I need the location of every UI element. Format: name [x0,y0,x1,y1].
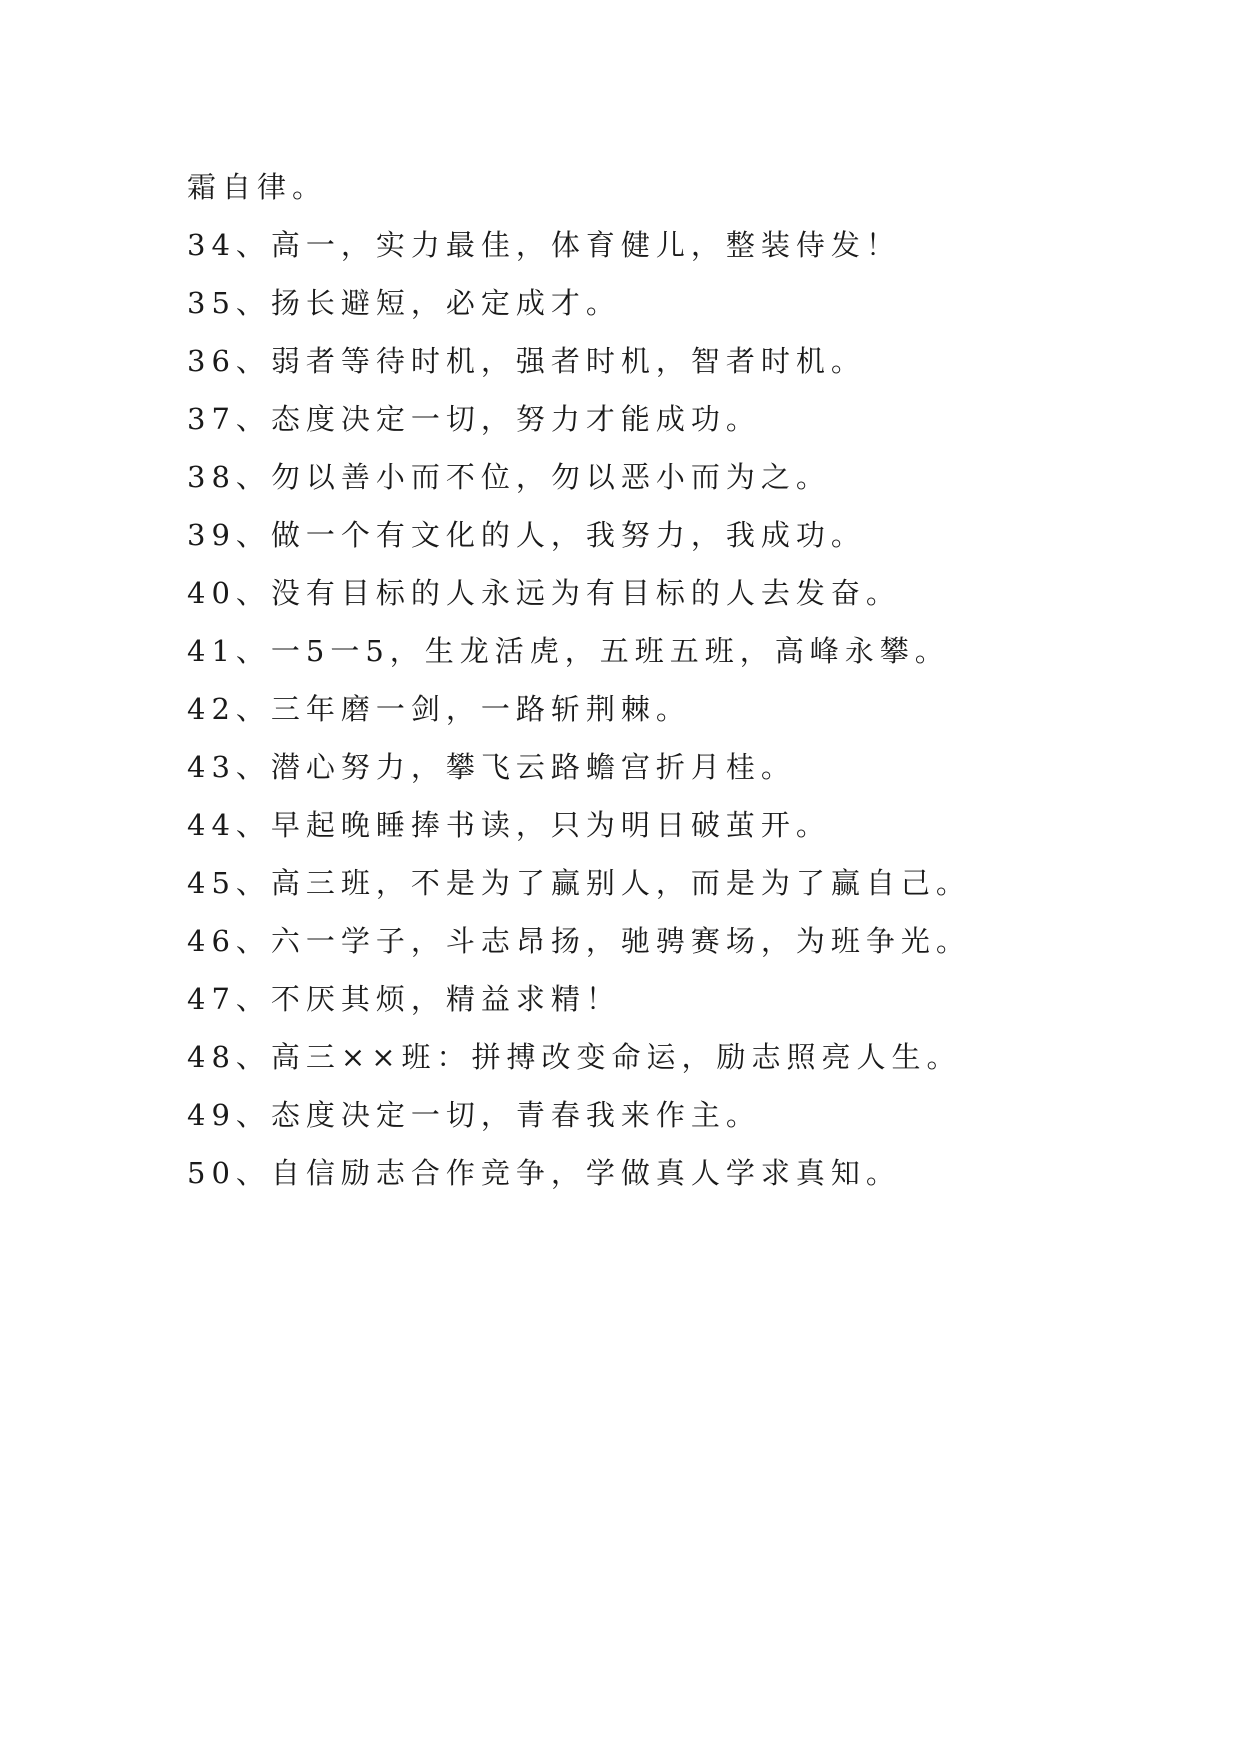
list-item: 41、一5一5，生龙活虎，五班五班，高峰永攀。 [187,634,950,668]
continuation-line: 霜自律。 [187,170,328,204]
list-item: 47、不厌其烦，精益求精！ [187,982,621,1016]
list-item: 44、早起晚睡捧书读，只为明日破茧开。 [187,808,831,842]
list-item: 40、没有目标的人永远为有目标的人去发奋。 [187,576,901,610]
list-item: 39、做一个有文化的人，我努力，我成功。 [187,518,866,552]
list-item: 49、态度决定一切，青春我来作主。 [187,1098,761,1132]
list-item: 50、自信励志合作竞争，学做真人学求真知。 [187,1156,901,1190]
list-item: 38、勿以善小而不位，勿以恶小而为之。 [187,460,831,494]
list-item: 42、三年磨一剑，一路斩荆棘。 [187,692,691,726]
list-item: 34、高一，实力最佳，体育健儿，整装侍发！ [187,228,901,262]
list-item: 46、六一学子，斗志昂扬，驰骋赛场，为班争光。 [187,924,971,958]
list-item: 35、扬长避短，必定成才。 [187,286,621,320]
list-item: 48、高三××班：拼搏改变命运，励志照亮人生。 [187,1040,962,1074]
list-item: 45、高三班，不是为了赢别人，而是为了赢自己。 [187,866,971,900]
list-item: 43、潜心努力，攀飞云路蟾宫折月桂。 [187,750,796,784]
list-item: 37、态度决定一切，努力才能成功。 [187,402,761,436]
list-item: 36、弱者等待时机，强者时机，智者时机。 [187,344,866,378]
slogan-list [187,158,1107,1202]
